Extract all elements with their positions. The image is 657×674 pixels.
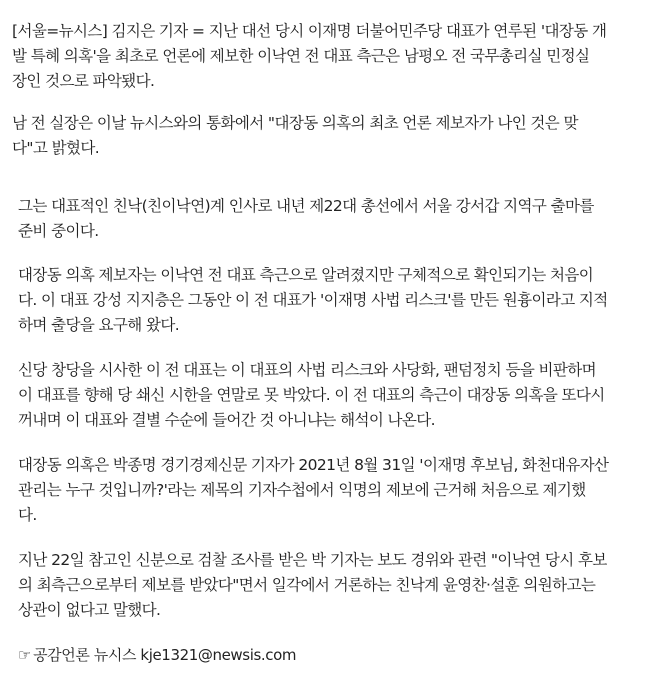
paragraph-line: 남 전 실장은 이날 뉴시스와의 통화에서 "대장동 의혹의 최초 언론 제보자가 나인 것은 맞 bbox=[12, 114, 578, 132]
paragraph-line: 지난 22일 참고인 신분으로 검찰 조사를 받은 박 기자는 보도 경위와 관련 "이낙연 당시 후보 bbox=[18, 551, 607, 569]
paragraph-line: 관리는 누구 것입니까?'라는 제목의 기자수첩에서 익명의 제보에 근거해 처음으로 제기했 bbox=[18, 481, 586, 499]
article-paragraph-2 bbox=[12, 111, 642, 161]
paragraph-line: 꺼내며 이 대표와 결별 수순에 들어간 것 아니냐는 해석이 나온다. bbox=[18, 411, 435, 429]
byline-text: 공감언론 뉴시스 kje1321@newsis.com bbox=[33, 646, 297, 664]
paragraph-line: 상관이 없다고 말했다. bbox=[18, 601, 161, 619]
article-paragraph-1 bbox=[12, 19, 642, 94]
paragraph-line: 준비 중이다. bbox=[18, 222, 99, 240]
paragraph-line: 하며 출당을 요구해 왔다. bbox=[18, 316, 180, 334]
paragraph-line: 발 특혜 의혹'을 최초로 언론에 제보한 이낙연 전 대표 측근은 남평오 전 국무총리실 민정실 bbox=[12, 47, 590, 65]
paragraph-line: 다"고 밝혔다. bbox=[12, 139, 100, 157]
paragraph-line: [서울=뉴시스] 김지은 기자 = 지난 대선 당시 이재명 더불어민주당 대표가 연루된 '대장동 개 bbox=[12, 22, 607, 40]
article-paragraph-6 bbox=[18, 453, 648, 528]
paragraph-line: 대장동 의혹은 박종명 경기경제신문 기자가 2021년 8월 31일 '이재명 후보님, 화천대유자산 bbox=[18, 456, 609, 474]
article-paragraph-7 bbox=[18, 548, 648, 623]
paragraph-line: 다. bbox=[18, 506, 37, 524]
pointing-hand-icon: ☞ bbox=[18, 646, 32, 664]
paragraph-line: 대장동 의혹 제보자는 이낙연 전 대표 측근으로 알려졌지만 구체적으로 확인되기는 처음이 bbox=[18, 266, 594, 284]
article-paragraph-3 bbox=[18, 194, 648, 244]
paragraph-line: 의 최측근으로부터 제보를 받았다"면서 일각에서 거론하는 친낙계 윤영찬·설훈 의원하고는 bbox=[18, 576, 596, 594]
paragraph-line: 다. 이 대표 강성 지지층은 그동안 이 전 대표가 '이재명 사법 리스크'를 만든 원흉이라고 지적 bbox=[18, 291, 608, 309]
article-byline bbox=[18, 643, 296, 668]
paragraph-line: 이 대표를 향해 당 쇄신 시한을 연말로 못 박았다. 이 전 대표의 측근이 대장동 의혹을 또다시 bbox=[18, 386, 605, 404]
article-paragraph-5 bbox=[18, 358, 648, 433]
paragraph-line: 장인 것으로 파악됐다. bbox=[12, 72, 155, 90]
paragraph-line: 그는 대표적인 친낙(친이낙연)계 인사로 내년 제22대 총선에서 서울 강서갑 지역구 출마를 bbox=[18, 197, 594, 215]
article-paragraph-4 bbox=[18, 263, 648, 338]
paragraph-line: 신당 창당을 시사한 이 전 대표는 이 대표의 사법 리스크와 사당화, 팬덤정치 등을 비판하며 bbox=[18, 361, 597, 379]
